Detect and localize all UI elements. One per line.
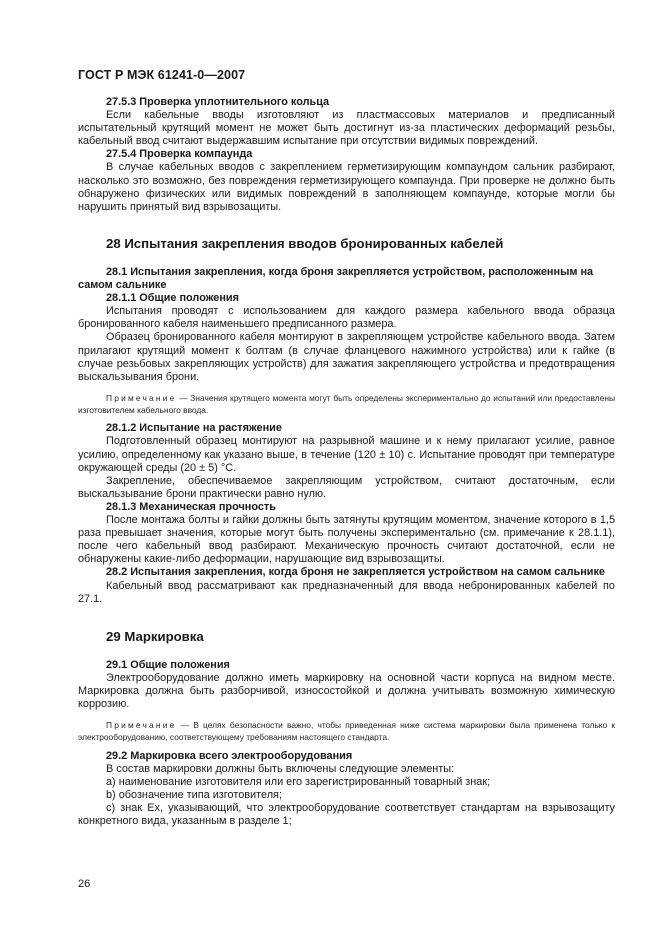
- document-body: [78, 96, 615, 828]
- subsection-title: 28.1 Испытания закрепления, когда броня закрепляется устройством, расположенным на самом сальнике: [78, 265, 594, 292]
- paragraph: Если кабельные вводы изготовляют из пластмассовых материалов и предписанный испытательный крутящий момент не может быть достигнут из-за пластических деформаций резьбы, кабельный ввод считают выдержавшим испытание при отсутствии видимых повреждений.: [78, 109, 615, 148]
- paragraph: Закрепление, обеспечиваемое закрепляющим устройством, считают достаточным, если выскальзывание брони практически равно нулю.: [78, 474, 615, 500]
- paragraph: Электрооборудование должно иметь маркировку на основной части корпуса на видном месте. Маркировка должна быть разборчивой, износостойкой и должна учитывать возможную химическую коррозию.: [78, 671, 615, 711]
- subsection-title: 29.2 Маркировка всего электрооборудования: [106, 749, 353, 762]
- note: [78, 720, 615, 744]
- paragraph: После монтажа болты и гайки должны быть затянуты крутящим моментом, значение которого в 1,5 раза превышает значения, которые могут быть получены экспериментально (см. примечание к 28.1.1), после чего кабельный ввод разбирают. Механическую прочность считают достаточной, если не обнаружены какие-либо деформации, нарушающие вид взрывозащиты.: [78, 514, 615, 566]
- subsection-title: 29.1 Общие положения: [106, 658, 230, 671]
- paragraph: Подготовленный образец монтируют на разрывной машине и к нему прилагают усилие, равное усилию, определенному как указано выше, в течение (120 ± 10) с. Испытание проводят при температуре окружающей среды (20 ± 5) °С.: [78, 435, 615, 474]
- paragraph: Испытания проводят с использованием для каждого размера кабельного ввода образца бронированного кабеля наименьшего предписанного размера.: [78, 305, 615, 331]
- subsection-title: 28.1.3 Механическая прочность: [106, 500, 276, 513]
- paragraph: В состав маркировки должны быть включены следующие элементы:: [106, 762, 455, 775]
- list-item: c) знак Ex, указывающий, что электрооборудование соответствует стандартам на взрывозащиту конкретного вида, указанным в разделе 1;: [78, 802, 615, 828]
- paragraph: Образец бронированного кабеля монтируют в закрепляющем устройстве кабельного ввода. Затем прилагают крутящий момент к болтам (в случае фланцевого нажимного устройства) или к гайке (в случае резьбовых закрепляющих устройств) для зажатия закрепляющего устройства и предотвращения выскальзывания брони.: [78, 331, 615, 383]
- note-text: — Значения крутящего момента могут быть определены экспериментально до испытаний или предоставлены изготовителем кабельного ввода.: [78, 392, 615, 415]
- document-header: ГОСТ Р МЭК 61241-0—2007: [78, 68, 246, 82]
- paragraph: В случае кабельных вводов с закреплением герметизирующим компаундом сальник разбирают, насколько это возможно, без повреждения герметизирующего компаунда. При проверке не должно быть обнаружено физических или видимых повреждений в заполняющем компаунде, которые могли бы нарушить принятый вид взрывозащиты.: [78, 161, 615, 213]
- note-text: — В целях безопасности важно, чтобы приведенная ниже система маркировки была применена только к электрооборудованию, соответствующему требованиям настоящего стандарта.: [78, 720, 615, 742]
- note-label: Примечание: [106, 720, 177, 731]
- note-label: Примечание: [106, 392, 177, 403]
- section-heading: 29 Маркировка: [106, 628, 204, 644]
- note: [78, 393, 615, 417]
- subsection-title: 28.1.2 Испытание на растяжение: [106, 422, 282, 435]
- subsection-title: 28.2 Испытания закрепления, когда броня не закрепляется устройством на самом сальнике: [106, 566, 605, 579]
- list-item: b) обозначение типа изготовителя;: [106, 789, 282, 802]
- subsection-title: 27.5.4 Проверка компаунда: [106, 148, 253, 161]
- subsection-title: 27.5.3 Проверка уплотнительного кольца: [106, 96, 330, 108]
- page-number: 26: [78, 878, 91, 890]
- subsection-title: 28.1.1 Общие положения: [106, 292, 239, 305]
- paragraph: Кабельный ввод рассматривают как предназначенный для ввода небронированных кабелей по 27.1.: [78, 579, 615, 605]
- list-item: a) наименование изготовителя или его зарегистрированный товарный знак;: [106, 775, 491, 788]
- section-heading: 28 Испытания закрепления вводов бронированных кабелей: [106, 235, 504, 251]
